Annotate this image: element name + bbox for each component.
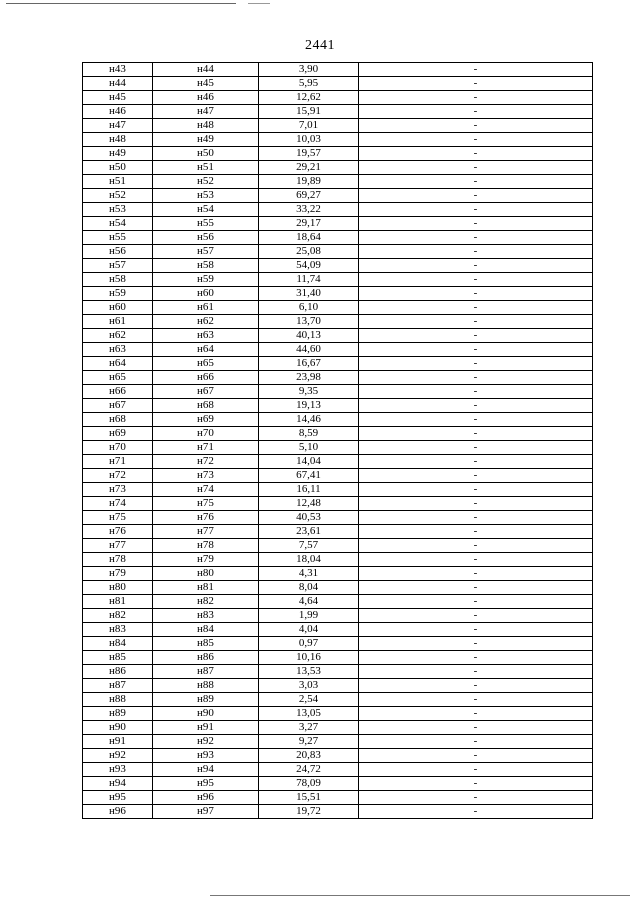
note-cell: - — [359, 791, 593, 805]
from-point-cell: н73 — [83, 483, 153, 497]
distance-cell: 29,17 — [259, 217, 359, 231]
from-point-cell: н74 — [83, 497, 153, 511]
to-point-cell: н68 — [153, 399, 259, 413]
note-cell: - — [359, 119, 593, 133]
table-row — [83, 553, 593, 567]
to-point-cell: н76 — [153, 511, 259, 525]
note-cell: - — [359, 357, 593, 371]
table-row — [83, 259, 593, 273]
from-point-cell: н54 — [83, 217, 153, 231]
from-point-cell: н66 — [83, 385, 153, 399]
distance-cell: 3,03 — [259, 679, 359, 693]
from-point-cell: н81 — [83, 595, 153, 609]
table-row — [83, 777, 593, 791]
from-point-cell: н48 — [83, 133, 153, 147]
distance-cell: 67,41 — [259, 469, 359, 483]
to-point-cell: н74 — [153, 483, 259, 497]
note-cell: - — [359, 371, 593, 385]
note-cell: - — [359, 805, 593, 819]
table-row — [83, 91, 593, 105]
note-cell: - — [359, 483, 593, 497]
to-point-cell: н59 — [153, 273, 259, 287]
to-point-cell: н86 — [153, 651, 259, 665]
table-row — [83, 469, 593, 483]
to-point-cell: н93 — [153, 749, 259, 763]
note-cell: - — [359, 539, 593, 553]
distance-cell: 13,53 — [259, 665, 359, 679]
to-point-cell: н65 — [153, 357, 259, 371]
table-body — [83, 63, 593, 819]
distance-cell: 2,54 — [259, 693, 359, 707]
note-cell: - — [359, 707, 593, 721]
to-point-cell: н72 — [153, 455, 259, 469]
distance-cell: 11,74 — [259, 273, 359, 287]
to-point-cell: н96 — [153, 791, 259, 805]
table-row — [83, 329, 593, 343]
note-cell: - — [359, 175, 593, 189]
from-point-cell: н80 — [83, 581, 153, 595]
from-point-cell: н45 — [83, 91, 153, 105]
distance-cell: 40,53 — [259, 511, 359, 525]
table-row — [83, 525, 593, 539]
table-row — [83, 707, 593, 721]
to-point-cell: н82 — [153, 595, 259, 609]
note-cell: - — [359, 217, 593, 231]
note-cell: - — [359, 721, 593, 735]
distance-cell: 4,04 — [259, 623, 359, 637]
from-point-cell: н70 — [83, 441, 153, 455]
distance-cell: 31,40 — [259, 287, 359, 301]
table-row — [83, 217, 593, 231]
table-row — [83, 427, 593, 441]
distance-cell: 7,01 — [259, 119, 359, 133]
table-row — [83, 245, 593, 259]
table-row — [83, 791, 593, 805]
from-point-cell: н90 — [83, 721, 153, 735]
distance-cell: 14,46 — [259, 413, 359, 427]
from-point-cell: н86 — [83, 665, 153, 679]
table-row — [83, 301, 593, 315]
to-point-cell: н90 — [153, 707, 259, 721]
from-point-cell: н49 — [83, 147, 153, 161]
note-cell: - — [359, 679, 593, 693]
note-cell: - — [359, 189, 593, 203]
note-cell: - — [359, 595, 593, 609]
note-cell: - — [359, 203, 593, 217]
to-point-cell: н71 — [153, 441, 259, 455]
to-point-cell: н53 — [153, 189, 259, 203]
from-point-cell: н50 — [83, 161, 153, 175]
note-cell: - — [359, 329, 593, 343]
scan-edge-line — [248, 3, 270, 4]
to-point-cell: н63 — [153, 329, 259, 343]
note-cell: - — [359, 763, 593, 777]
note-cell: - — [359, 777, 593, 791]
table-row — [83, 63, 593, 77]
note-cell: - — [359, 161, 593, 175]
from-point-cell: н51 — [83, 175, 153, 189]
to-point-cell: н57 — [153, 245, 259, 259]
from-point-cell: н89 — [83, 707, 153, 721]
table-row — [83, 231, 593, 245]
note-cell: - — [359, 105, 593, 119]
table-row — [83, 315, 593, 329]
to-point-cell: н50 — [153, 147, 259, 161]
to-point-cell: н45 — [153, 77, 259, 91]
to-point-cell: н54 — [153, 203, 259, 217]
distance-cell: 8,59 — [259, 427, 359, 441]
table-row — [83, 441, 593, 455]
note-cell: - — [359, 259, 593, 273]
to-point-cell: н89 — [153, 693, 259, 707]
table-row — [83, 147, 593, 161]
table-row — [83, 623, 593, 637]
distance-cell: 1,99 — [259, 609, 359, 623]
note-cell: - — [359, 749, 593, 763]
distance-cell: 16,11 — [259, 483, 359, 497]
table-row — [83, 455, 593, 469]
distance-cell: 10,16 — [259, 651, 359, 665]
from-point-cell: н63 — [83, 343, 153, 357]
table-row — [83, 77, 593, 91]
distance-cell: 23,61 — [259, 525, 359, 539]
from-point-cell: н43 — [83, 63, 153, 77]
distance-cell: 10,03 — [259, 133, 359, 147]
distance-cell: 44,60 — [259, 343, 359, 357]
note-cell: - — [359, 581, 593, 595]
from-point-cell: н59 — [83, 287, 153, 301]
table-row — [83, 721, 593, 735]
distance-cell: 14,04 — [259, 455, 359, 469]
table-row — [83, 203, 593, 217]
distance-cell: 3,27 — [259, 721, 359, 735]
distance-cell: 5,95 — [259, 77, 359, 91]
distance-cell: 19,89 — [259, 175, 359, 189]
table-row — [83, 749, 593, 763]
table-row — [83, 637, 593, 651]
to-point-cell: н66 — [153, 371, 259, 385]
table-row — [83, 273, 593, 287]
table-row — [83, 735, 593, 749]
to-point-cell: н70 — [153, 427, 259, 441]
distance-cell: 25,08 — [259, 245, 359, 259]
note-cell: - — [359, 413, 593, 427]
to-point-cell: н52 — [153, 175, 259, 189]
note-cell: - — [359, 147, 593, 161]
from-point-cell: н71 — [83, 455, 153, 469]
table-row — [83, 483, 593, 497]
table-row — [83, 651, 593, 665]
from-point-cell: н82 — [83, 609, 153, 623]
to-point-cell: н51 — [153, 161, 259, 175]
from-point-cell: н79 — [83, 567, 153, 581]
from-point-cell: н46 — [83, 105, 153, 119]
from-point-cell: н65 — [83, 371, 153, 385]
from-point-cell: н92 — [83, 749, 153, 763]
from-point-cell: н69 — [83, 427, 153, 441]
table-row — [83, 175, 593, 189]
to-point-cell: н56 — [153, 231, 259, 245]
from-point-cell: н93 — [83, 763, 153, 777]
table-row — [83, 609, 593, 623]
to-point-cell: н94 — [153, 763, 259, 777]
distance-cell: 23,98 — [259, 371, 359, 385]
distance-cell: 12,48 — [259, 497, 359, 511]
to-point-cell: н97 — [153, 805, 259, 819]
to-point-cell: н83 — [153, 609, 259, 623]
note-cell: - — [359, 315, 593, 329]
to-point-cell: н55 — [153, 217, 259, 231]
from-point-cell: н53 — [83, 203, 153, 217]
to-point-cell: н92 — [153, 735, 259, 749]
from-point-cell: н88 — [83, 693, 153, 707]
distance-cell: 40,13 — [259, 329, 359, 343]
from-point-cell: н96 — [83, 805, 153, 819]
note-cell: - — [359, 91, 593, 105]
table-row — [83, 413, 593, 427]
distance-cell: 19,57 — [259, 147, 359, 161]
to-point-cell: н61 — [153, 301, 259, 315]
note-cell: - — [359, 63, 593, 77]
to-point-cell: н58 — [153, 259, 259, 273]
from-point-cell: н52 — [83, 189, 153, 203]
note-cell: - — [359, 511, 593, 525]
note-cell: - — [359, 623, 593, 637]
to-point-cell: н78 — [153, 539, 259, 553]
distance-cell: 78,09 — [259, 777, 359, 791]
to-point-cell: н75 — [153, 497, 259, 511]
table-row — [83, 763, 593, 777]
note-cell: - — [359, 441, 593, 455]
distance-cell: 29,21 — [259, 161, 359, 175]
table-row — [83, 693, 593, 707]
to-point-cell: н79 — [153, 553, 259, 567]
distance-cell: 9,27 — [259, 735, 359, 749]
to-point-cell: н64 — [153, 343, 259, 357]
to-point-cell: н91 — [153, 721, 259, 735]
distance-cell: 18,64 — [259, 231, 359, 245]
scan-edge-line — [6, 3, 236, 4]
distance-cell: 6,10 — [259, 301, 359, 315]
table-row — [83, 399, 593, 413]
note-cell: - — [359, 469, 593, 483]
from-point-cell: н60 — [83, 301, 153, 315]
to-point-cell: н88 — [153, 679, 259, 693]
from-point-cell: н62 — [83, 329, 153, 343]
from-point-cell: н75 — [83, 511, 153, 525]
from-point-cell: н47 — [83, 119, 153, 133]
note-cell: - — [359, 77, 593, 91]
table-row — [83, 595, 593, 609]
from-point-cell: н95 — [83, 791, 153, 805]
distance-cell: 18,04 — [259, 553, 359, 567]
scan-edge-line — [210, 895, 630, 896]
table-row — [83, 805, 593, 819]
table-row — [83, 665, 593, 679]
distance-cell: 5,10 — [259, 441, 359, 455]
to-point-cell: н77 — [153, 525, 259, 539]
table-row — [83, 119, 593, 133]
to-point-cell: н60 — [153, 287, 259, 301]
note-cell: - — [359, 273, 593, 287]
from-point-cell: н56 — [83, 245, 153, 259]
note-cell: - — [359, 567, 593, 581]
note-cell: - — [359, 735, 593, 749]
from-point-cell: н58 — [83, 273, 153, 287]
note-cell: - — [359, 231, 593, 245]
from-point-cell: н72 — [83, 469, 153, 483]
distance-cell: 24,72 — [259, 763, 359, 777]
distance-cell: 16,67 — [259, 357, 359, 371]
table-row — [83, 679, 593, 693]
note-cell: - — [359, 455, 593, 469]
table-row — [83, 343, 593, 357]
table-row — [83, 371, 593, 385]
distance-cell: 7,57 — [259, 539, 359, 553]
distance-cell: 0,97 — [259, 637, 359, 651]
note-cell: - — [359, 385, 593, 399]
from-point-cell: н64 — [83, 357, 153, 371]
to-point-cell: н80 — [153, 567, 259, 581]
distance-cell: 19,13 — [259, 399, 359, 413]
from-point-cell: н78 — [83, 553, 153, 567]
from-point-cell: н91 — [83, 735, 153, 749]
distance-cell: 13,70 — [259, 315, 359, 329]
distance-cell: 13,05 — [259, 707, 359, 721]
from-point-cell: н87 — [83, 679, 153, 693]
table-row — [83, 581, 593, 595]
note-cell: - — [359, 609, 593, 623]
to-point-cell: н44 — [153, 63, 259, 77]
note-cell: - — [359, 651, 593, 665]
distance-cell: 4,64 — [259, 595, 359, 609]
table-row — [83, 539, 593, 553]
table-row — [83, 161, 593, 175]
table-row — [83, 511, 593, 525]
distance-cell: 54,09 — [259, 259, 359, 273]
from-point-cell: н61 — [83, 315, 153, 329]
from-point-cell: н57 — [83, 259, 153, 273]
note-cell: - — [359, 343, 593, 357]
from-point-cell: н76 — [83, 525, 153, 539]
from-point-cell: н94 — [83, 777, 153, 791]
to-point-cell: н84 — [153, 623, 259, 637]
from-point-cell: н85 — [83, 651, 153, 665]
page-number: 2441 — [305, 38, 335, 53]
table-row — [83, 357, 593, 371]
note-cell: - — [359, 245, 593, 259]
to-point-cell: н95 — [153, 777, 259, 791]
to-point-cell: н49 — [153, 133, 259, 147]
table-row — [83, 189, 593, 203]
distance-cell: 69,27 — [259, 189, 359, 203]
note-cell: - — [359, 301, 593, 315]
note-cell: - — [359, 399, 593, 413]
distance-cell: 8,04 — [259, 581, 359, 595]
distance-cell: 20,83 — [259, 749, 359, 763]
table-row — [83, 567, 593, 581]
from-point-cell: н83 — [83, 623, 153, 637]
note-cell: - — [359, 525, 593, 539]
table-row — [83, 105, 593, 119]
note-cell: - — [359, 287, 593, 301]
to-point-cell: н85 — [153, 637, 259, 651]
note-cell: - — [359, 133, 593, 147]
distance-cell: 15,91 — [259, 105, 359, 119]
note-cell: - — [359, 497, 593, 511]
from-point-cell: н68 — [83, 413, 153, 427]
distance-cell: 3,90 — [259, 63, 359, 77]
table-row — [83, 287, 593, 301]
to-point-cell: н48 — [153, 119, 259, 133]
note-cell: - — [359, 427, 593, 441]
to-point-cell: н67 — [153, 385, 259, 399]
table-row — [83, 385, 593, 399]
note-cell: - — [359, 665, 593, 679]
note-cell: - — [359, 693, 593, 707]
distance-cell: 15,51 — [259, 791, 359, 805]
from-point-cell: н44 — [83, 77, 153, 91]
to-point-cell: н46 — [153, 91, 259, 105]
distance-cell: 4,31 — [259, 567, 359, 581]
to-point-cell: н81 — [153, 581, 259, 595]
from-point-cell: н55 — [83, 231, 153, 245]
distance-cell: 12,62 — [259, 91, 359, 105]
note-cell: - — [359, 553, 593, 567]
distance-cell: 19,72 — [259, 805, 359, 819]
table-row — [83, 497, 593, 511]
table-row — [83, 133, 593, 147]
from-point-cell: н67 — [83, 399, 153, 413]
from-point-cell: н84 — [83, 637, 153, 651]
to-point-cell: н87 — [153, 665, 259, 679]
distance-cell: 9,35 — [259, 385, 359, 399]
to-point-cell: н62 — [153, 315, 259, 329]
to-point-cell: н73 — [153, 469, 259, 483]
distance-cell: 33,22 — [259, 203, 359, 217]
to-point-cell: н69 — [153, 413, 259, 427]
boundary-points-table — [82, 62, 593, 819]
from-point-cell: н77 — [83, 539, 153, 553]
note-cell: - — [359, 637, 593, 651]
to-point-cell: н47 — [153, 105, 259, 119]
